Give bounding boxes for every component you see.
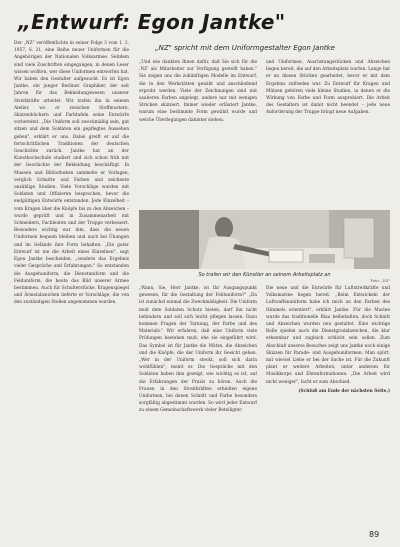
continuation-note: (Schluß am Ende der nächsten Seite.)	[298, 388, 390, 394]
column-5-text: Die neue und die Entwürfe für Luftstreitkräfte und Volksmarine liegen bereit. „Beim Entwickeln der Luftwaffenuniform habe ich mich an den Farben des Himmels orientiert", erklärt Jantke. Für die Marine wurde das traditionelle Blau beibehalten, doch Schnitt und Abzeichen wurden neu gestaltet. Eine wichtige Rolle spielen auch die Dienstgradabzeichen, die klar erkennbar und zugleich schlicht sein sollen. Zum Abschluß unseres Besuches zeigt uns Jantke noch einige Skizzen für Parade- und Ausgehuniformen. Man spürt, mit wieviel Liebe er bei der Sache ist. Für die Zukunft plant er weitere Arbeiten, unter anderem für Musikkorps und Ehrenformationen. „Die Arbeit wird nicht weniger", lacht er zum Abschied.	[266, 286, 390, 385]
text-column-1	[14, 40, 129, 538]
column-3-text: und Uniformen, Ausrüstungsstücken und Abzeichen liegen bereit, die auf den Arbeitsplatz warten. Lange hat er an diesen Stücken gearbeitet, bevor er mit dem Ergebnis zufrieden war. Zu Entwurf für Kragen und Mützen gehören viele kleine Studien, in denen er die Wirkung von Farbe und Form ausprobiert. Die Arbeit des Gestalters ist damit nicht beendet – jede neue Anforderung der Truppe bringt neue Aufgaben.	[266, 60, 390, 116]
photo-credit: Foto: „NZ"	[370, 279, 390, 283]
text-column-2	[139, 59, 257, 207]
text-column-5	[266, 285, 390, 525]
headline: „Entwurf: Egon Jantke"	[18, 10, 286, 34]
text-column-4	[139, 285, 257, 540]
column-2-text: „Und wie dankten Ihnen dafür, daß Sie sich für die ‚NZ' als Mitarbeiter zur Verfügung gestellt haben." Sie zeigen uns die zukünftigen Modelle im Entwurf, die in den Werkstätten genäht und anschließend erprobt werden. Viele der Zeichnungen sind mit sauberen Farben angelegt, andere nur mit wenigen Strichen skizziert. Immer wieder erläutert Jantke, warum eine bestimmte Form gewählt wurde und welche Überlegungen dahinter stehen.	[139, 60, 257, 123]
text-column-3	[266, 59, 390, 207]
artist-photo	[139, 210, 390, 269]
page-number: 89	[369, 530, 380, 539]
subline: „NZ" spricht mit dem Uniformgestalter Egon Jantke	[155, 44, 335, 52]
artist-at-desk-illustration	[139, 210, 390, 269]
column-1-text: Der „NZ" veröffentlichte in seiner Folge 3 vom 1. 2. 1957, S. 21, eine Reihe neuer Uniformen für die Angehörigen der Nationalen Volksarmee. Seitdem sind viele Zuschriften eingegangen, in denen Leser wissen wollten, wer diese Uniformen entworfen hat. Wir haben den Gestalter aufgesucht. Es ist Egon Jantke, ein junger Berliner Graphiker, der seit Jahren für das Bekleidungswesen unserer Streitkräfte arbeitet. Wir trafen ihn in seinem Atelier, wo er zwischen Stoffmustern, Skizzenbüchern und Farbtafeln seine Entwürfe vorbereitet. „Die Uniform soll zweckmäßig sein, gut sitzen und dem Soldaten ein gepflegtes Aussehen geben", erklärt er uns. Dabei greift er auf die fortschrittlichen Traditionen der deutschen Geschichte zurück. Jantke hat an der Kunsthochschule studiert und sich schon früh mit der Geschichte der Bekleidung beschäftigt. In Museen und Bibliotheken sammelte er Vorlagen, verglich Schnitte und Farben und zeichnete unzählige Studien. Viele Vorschläge wurden mit Soldaten und Offizieren besprochen, bevor die endgültigen Entwürfe entstanden. Jede Einzelheit – vom Kragen über die Knöpfe bis zu den Abzeichen – wurde geprüft und in Zusammenarbeit mit Schneidern, Fachleuten und der Truppe verbessert. Besonders wichtig war ihm, dass die neuen Uniformen bequem bleiben und auch bei Übungen und im Gelände ihre Form behalten. „Ein guter Entwurf ist nie die Arbeit eines Einzelnen", sagt Egon Jantke bescheiden, „sondern das Ergebnis vieler Gespräche und Erfahrungen." So entstanden die Ausgehuniform, die Dienstuniform und die Felduniform, die heute das Bild unserer Armee bestimmen. Auch für Schulterstücke, Kragenspiegel und Ärmelabzeichen lieferte er Vorschläge, die von den zuständigen Stellen angenommen wurden.	[14, 41, 129, 306]
photo-caption: So trafen wir den Künstler an seinem Arbeitsplatz an	[198, 272, 331, 278]
column-4-text: „Wann, Sie, Herr Jantke, ist Ihr Ausgangspunkt gewesen, für die Gestaltung der Felduniform?" „Da ist zunächst einmal die Zweckmäßigkeit. Die Uniform muß dem Soldaten Schutz bieten, darf ihn nicht behindern und soll sich leicht pflegen lassen. Dazu kommen Fragen der Tarnung, der Farbe und des Materials." Wir erfahren, daß eine Uniform viele Prüfungen bestehen muß, ehe sie eingeführt wird. Das Symbol ist für Jantke die Mütze, die Abzeichen und die Knöpfe, die der Uniform ihr Gesicht geben. „Wer in der Uniform steckt, soll sich darin wohlfühlen", meint er. Die Gespräche mit den Soldaten haben ihm gezeigt, wie wichtig es ist, auf die Erfahrungen der Praxis zu hören. Auch die Frauen in den Streitkräften erhielten eigene Uniformen, bei denen Schnitt und Farbe besonders sorgfältig abgestimmt wurden. So wird jeder Entwurf zu einem Gemeinschaftswerk vieler Beteiligter.	[139, 286, 257, 414]
